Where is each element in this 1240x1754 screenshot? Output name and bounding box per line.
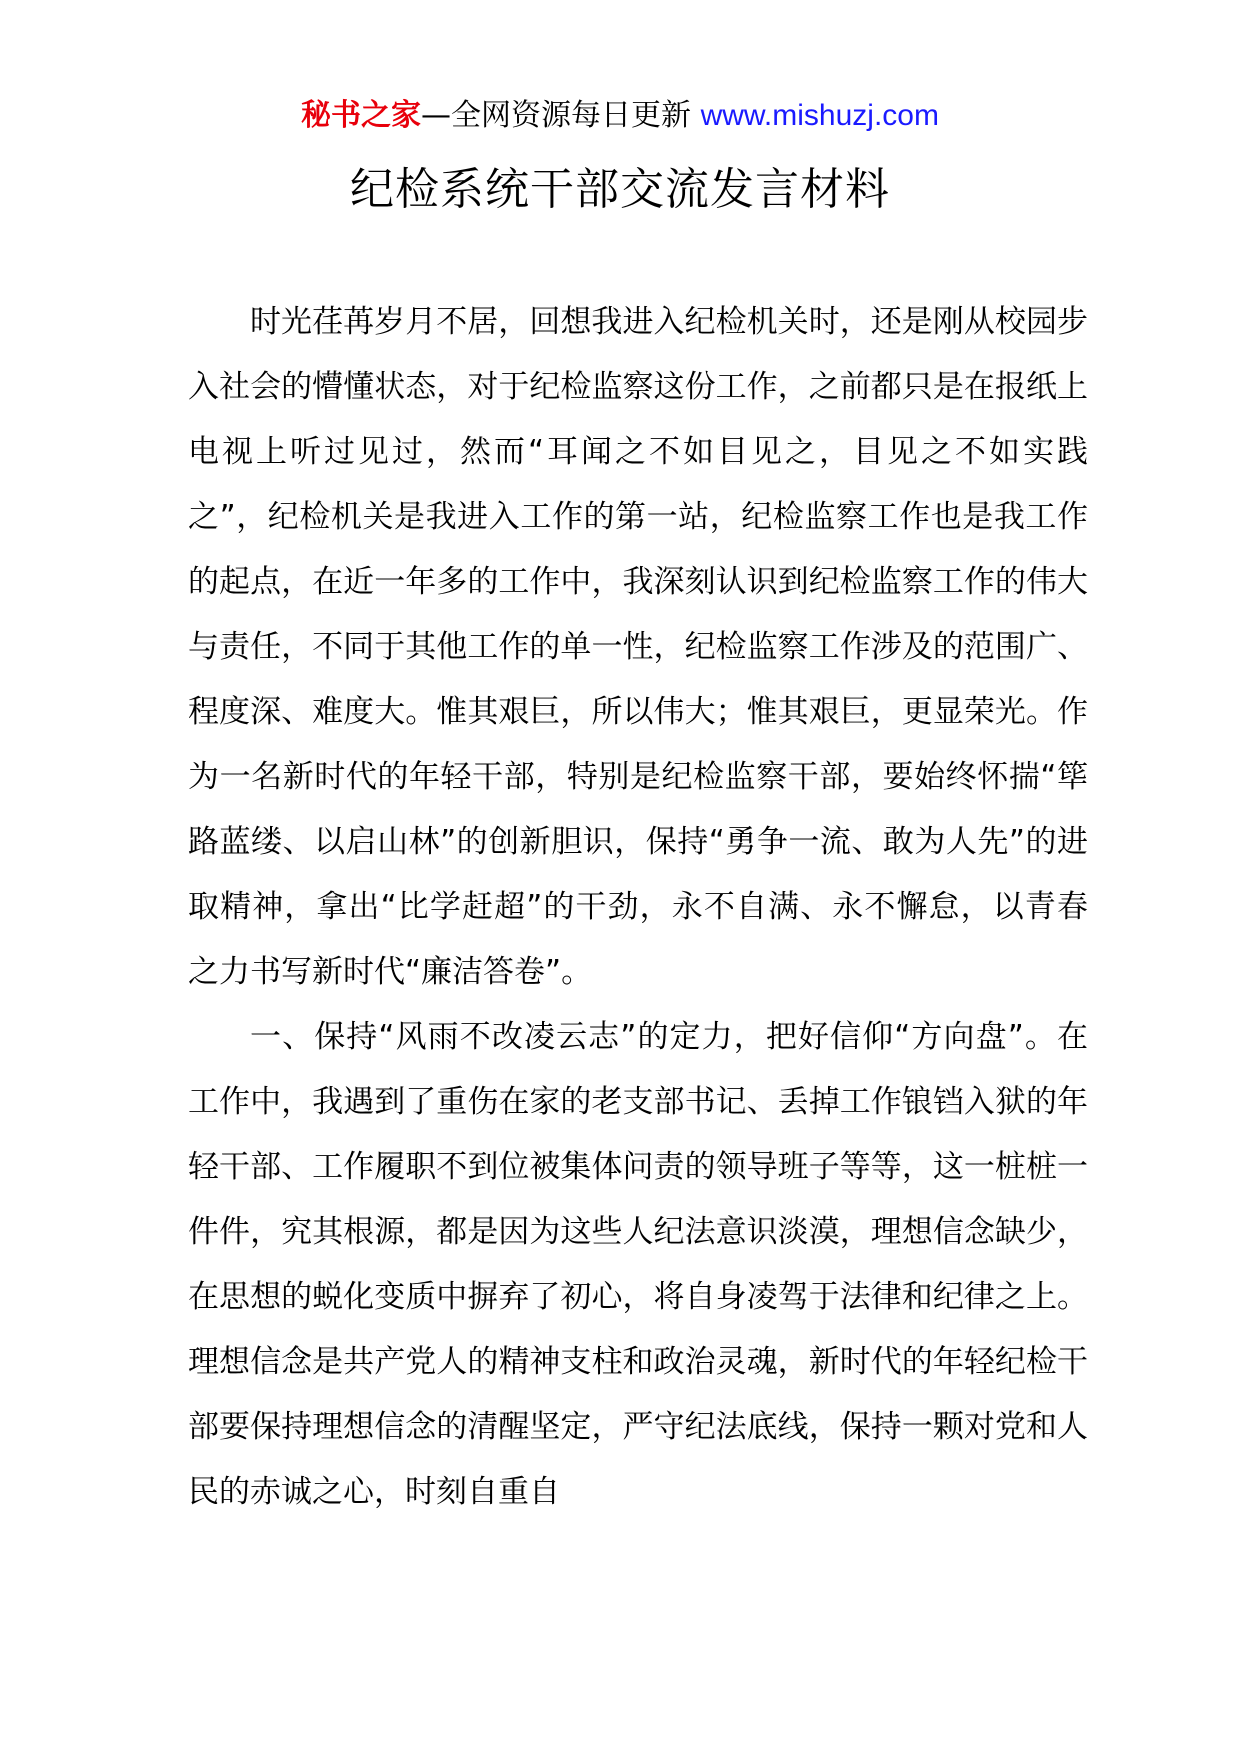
- site-header: [0, 96, 1240, 136]
- site-url-link[interactable]: www.mishuzj.com: [700, 99, 939, 132]
- document-title: 纪检系统干部交流发言材料: [350, 164, 890, 215]
- document-body: [188, 290, 1088, 1525]
- paragraph: 时光荏苒岁月不居，回想我进入纪检机关时，还是刚从校园步入社会的懵懂状态，对于纪检监察这份工作，之前都只是在报纸上电视上听过见过，然而“耳闻之不如目见之，目见之不如实践之”，纪检机关是我进入工作的第一站，纪检监察工作也是我工作的起点，在近一年多的工作中，我深刻认识到纪检监察工作的伟大与责任，不同于其他工作的单一性，纪检监察工作涉及的范围广、程度深、难度大。惟其艰巨，所以伟大；惟其艰巨，更显荣光。作为一名新时代的年轻干部，特别是纪检监察干部，要始终怀揣“筚路蓝缕、以启山林”的创新胆识，保持“勇争一流、敢为人先”的进取精神，拿出“比学赶超”的干劲，永不自满、永不懈怠，以青春之力书写新时代“廉洁答卷”。: [188, 304, 1088, 990]
- brand-name: 秘书之家: [301, 98, 422, 133]
- paragraph: 一、保持“风雨不改凌云志”的定力，把好信仰“方向盘”。在工作中，我遇到了重伤在家的老支部书记、丢掉工作锒铛入狱的年轻干部、工作履职不到位被集体问责的领导班子等等，这一桩桩一件件，究其根源，都是因为这些人纪法意识淡漠，理想信念缺少，在思想的蜕化变质中摒弃了初心，将自身凌驾于法律和纪律之上。理想信念是共产党人的精神支柱和政治灵魂，新时代的年轻纪检干部要保持理想信念的清醒坚定，严守纪法底线，保持一颗对党和人民的赤诚之心，时刻自重自: [188, 1019, 1088, 1510]
- header-tagline: —全网资源每日更新: [421, 98, 701, 133]
